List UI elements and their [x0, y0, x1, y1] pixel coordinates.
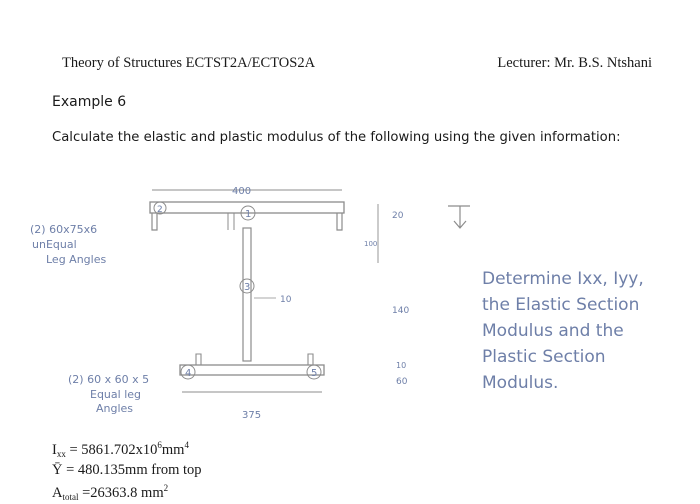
bottom-right-angle — [308, 354, 313, 365]
dim-10: 10 — [396, 361, 407, 370]
circle-label-2-text: 2 — [157, 205, 163, 215]
section-sketch — [20, 168, 700, 438]
instruction-line-1: Determine Ixx, Iyy, — [482, 269, 644, 289]
dim-20: 20 — [392, 211, 404, 221]
web-plate — [243, 228, 251, 361]
top-width-label: 400 — [232, 186, 252, 197]
circle-label-5-text: 5 — [311, 368, 318, 379]
dim-140: 140 — [392, 306, 410, 316]
circle-label-3-text: 3 — [244, 282, 251, 293]
bottom-flange-plate — [180, 365, 324, 375]
question-text: Calculate the elastic and plastic modulus of the following using the given information: — [52, 130, 621, 145]
instruction-line-4: Plastic Section — [482, 347, 606, 367]
bottom-left-angle — [196, 354, 201, 365]
top-right-angle — [337, 213, 342, 230]
course-title: Theory of Structures ECTST2A/ECTOS2A — [62, 55, 316, 71]
area-result: $A_{total} =26363.8$ $mm^2$ — [52, 483, 169, 502]
bottom-angles-note-line-1: (2) 60 x 60 x 5 — [68, 373, 150, 386]
arrow-down-icon — [448, 206, 470, 228]
ixx-result: $I_{xx} = 5861.702x10^6mm^4$ — [52, 440, 189, 459]
dim-60: 60 — [396, 377, 408, 387]
ybar-result: Ȳ = 480.135mm from top — [52, 462, 202, 478]
instruction-line-5: Modulus. — [482, 373, 559, 393]
bottom-angles-note-line-3: Angles — [96, 402, 134, 415]
lecturer-name: Lecturer: Mr. B.S. Ntshani — [497, 55, 652, 71]
top-angles-note-line-3: Leg Angles — [46, 253, 107, 266]
bottom-width-label: 375 — [242, 410, 262, 421]
top-left-angle-leg — [228, 213, 234, 230]
example-title: Example 6 — [52, 94, 127, 110]
circle-label-4-text: 4 — [185, 368, 192, 379]
instruction-line-3: Modulus and the — [482, 321, 624, 341]
top-left-angle — [152, 213, 157, 230]
top-angles-note-line-1: (2) 60x75x6 — [30, 223, 98, 236]
bottom-angles-note-line-2: Equal leg — [90, 388, 142, 401]
dim-100: 100 — [364, 240, 378, 248]
instruction-line-2: the Elastic Section — [482, 295, 640, 315]
circle-label-1-text: 1 — [245, 209, 252, 220]
top-angles-note-line-2: unEqual — [32, 238, 77, 251]
web-thickness-label: 10 — [280, 295, 292, 305]
